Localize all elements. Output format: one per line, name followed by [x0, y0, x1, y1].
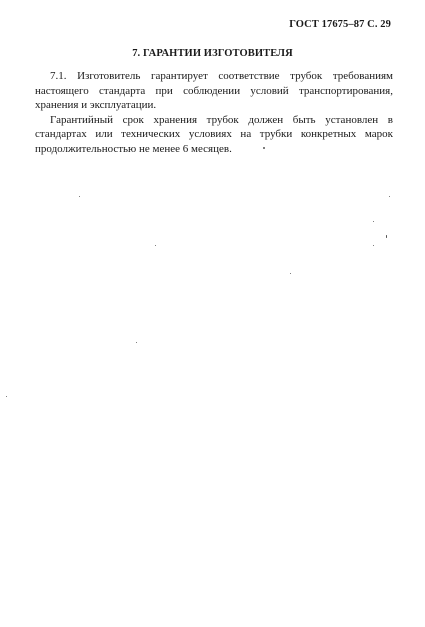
paragraph: Гарантийный срок хранения трубок должен быть установлен в стандартах или технических условиях на трубки конкретных марок продолжительностью не менее 6 месяцев. — [35, 113, 393, 155]
scan-speck — [373, 245, 374, 246]
scan-speck — [389, 196, 390, 197]
scan-speck — [155, 245, 156, 246]
section-title: 7. ГАРАНТИИ ИЗГОТОВИТЕЛЯ — [132, 48, 293, 59]
paragraph: 7.1. Изготовитель гарантирует соответствие трубок требованиям настоящего стандарта при соблюдении условий транспортирования, хранения и эксплуатации. — [35, 70, 393, 112]
scan-speck — [263, 147, 265, 149]
scan-speck — [6, 396, 7, 397]
running-header: ГОСТ 17675–87 С. 29 — [289, 19, 391, 30]
scan-speck — [290, 273, 291, 274]
section-body — [35, 69, 393, 157]
scan-speck — [136, 342, 137, 343]
scan-speck — [79, 196, 80, 197]
scan-speck — [386, 235, 387, 238]
scan-speck — [373, 221, 374, 222]
